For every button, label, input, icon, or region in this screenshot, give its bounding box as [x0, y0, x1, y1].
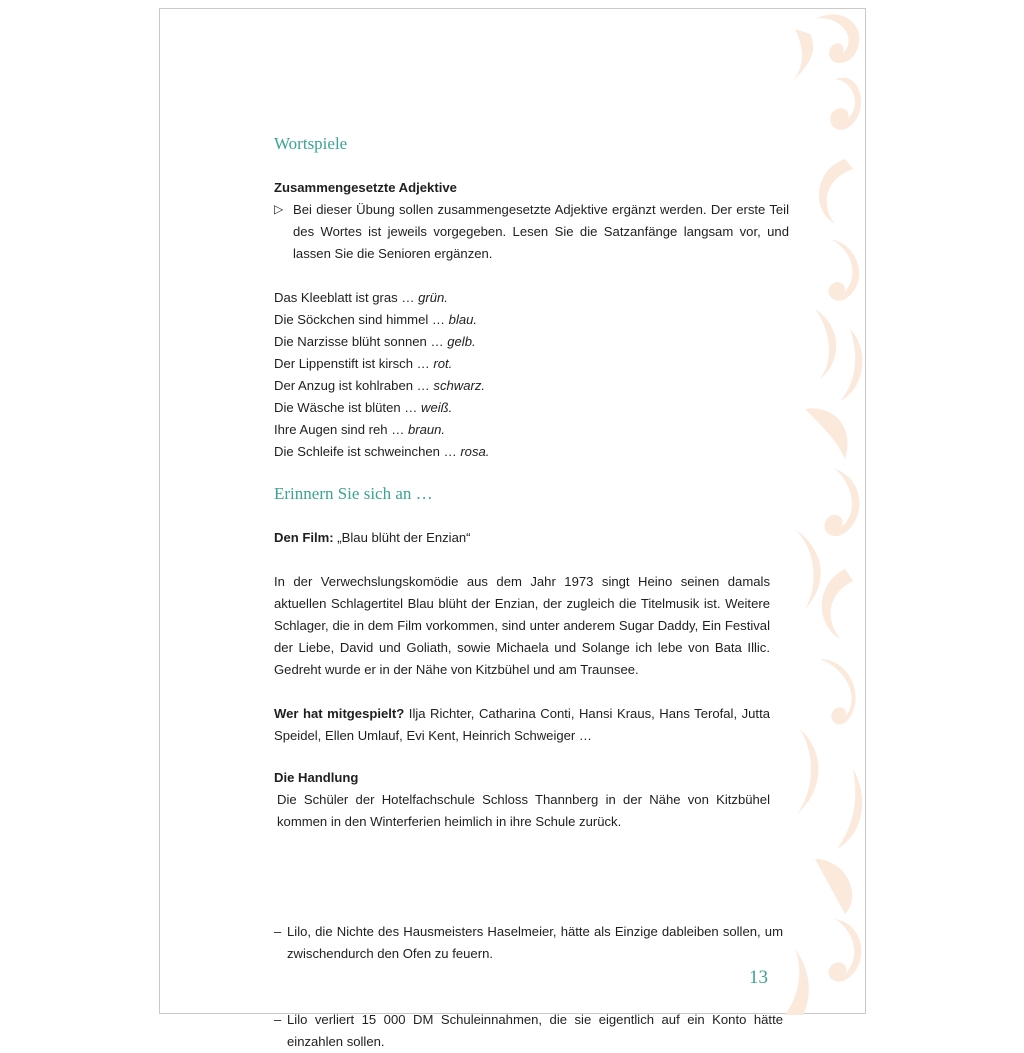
page-number: 13: [749, 967, 768, 988]
document-page: [159, 8, 866, 1049]
adjective-list: [274, 287, 770, 463]
plot-paragraph: Die Schüler der Hotelfachschule Schloss Thannberg in der Nähe von Kitzbühel kommen in den Winterferien heimlich in ihre Schule zurück.: [277, 792, 770, 829]
instruction-text: Bei dieser Übung sollen zusammengesetzte Adjektive ergänzt werden. Der erste Teil des Wortes ist jeweils vorgegeben. Lesen Sie die Satzanfänge langsam vor, und lassen Sie die Senioren ergänzen.: [293, 202, 789, 261]
film-description: In der Verwechslungskomödie aus dem Jahr 1973 singt Heino seinen damals aktuellen Schlagertitel Blau blüht der Enzian, der zugleich die Titelmusik ist. Weitere Schlager, die in dem Film vorkommen, sind unter anderem Sugar Daddy, Ein Festival der Liebe, David und Goliath, sowie Michaela und Solange ich lebe von Bata Illic. Gedreht wurde er in der Nähe von Kitzbühel und am Traunsee.: [274, 574, 770, 677]
floral-ornament-icon: [775, 9, 865, 1015]
triangle-bullet-icon: ▷: [274, 202, 284, 216]
instruction-paragraph: [274, 199, 789, 265]
list-item: Die Schleife ist schweinchen … rosa.: [274, 444, 490, 459]
cast-label: Wer hat mitgespielt?: [274, 706, 405, 721]
list-item: Die Wäsche ist blüten … weiß.: [274, 400, 453, 415]
plot-point: – Lilo verliert 15 000 DM Schuleinnahmen, die sie eigentlich auf ein Konto hätte einzahlen sollen.: [274, 1009, 783, 1053]
film-label: Den Film:: [274, 530, 334, 545]
film-title: „Blau blüht der Enzian“: [333, 530, 471, 545]
dash-bullet-icon: –: [274, 1012, 282, 1027]
plot-heading: Die Handlung: [274, 770, 359, 785]
cast-text: Ilja Richter, Catharina Conti, Hansi Kraus, Hans Terofal, Jutta Speidel, Ellen Umlauf, Evi Kent, Heinrich Schweiger …: [274, 706, 770, 743]
cast-paragraph: [274, 703, 770, 747]
section-heading-wortspiele: Wortspiele: [274, 134, 348, 153]
list-item: Die Narzisse blüht sonnen … gelb.: [274, 334, 476, 349]
list-item: Die Söckchen sind himmel … blau.: [274, 312, 478, 327]
subheading-adjektive: Zusammengesetzte Adjektive: [274, 180, 457, 195]
dash-bullet-icon: –: [274, 924, 282, 939]
list-item: Der Lippenstift ist kirsch … rot.: [274, 356, 453, 371]
list-item: Das Kleeblatt ist gras … grün.: [274, 290, 448, 305]
list-item: Ihre Augen sind reh … braun.: [274, 422, 446, 437]
plot-point: – Lilo, die Nichte des Hausmeisters Haselmeier, hätte als Einzige dableiben sollen, um zwischendurch den Ofen zu feuern.: [274, 921, 783, 965]
film-title-line: [274, 527, 770, 549]
list-item: Der Anzug ist kohlraben … schwarz.: [274, 378, 486, 393]
section-heading-erinnern: Erinnern Sie sich an …: [274, 484, 433, 503]
